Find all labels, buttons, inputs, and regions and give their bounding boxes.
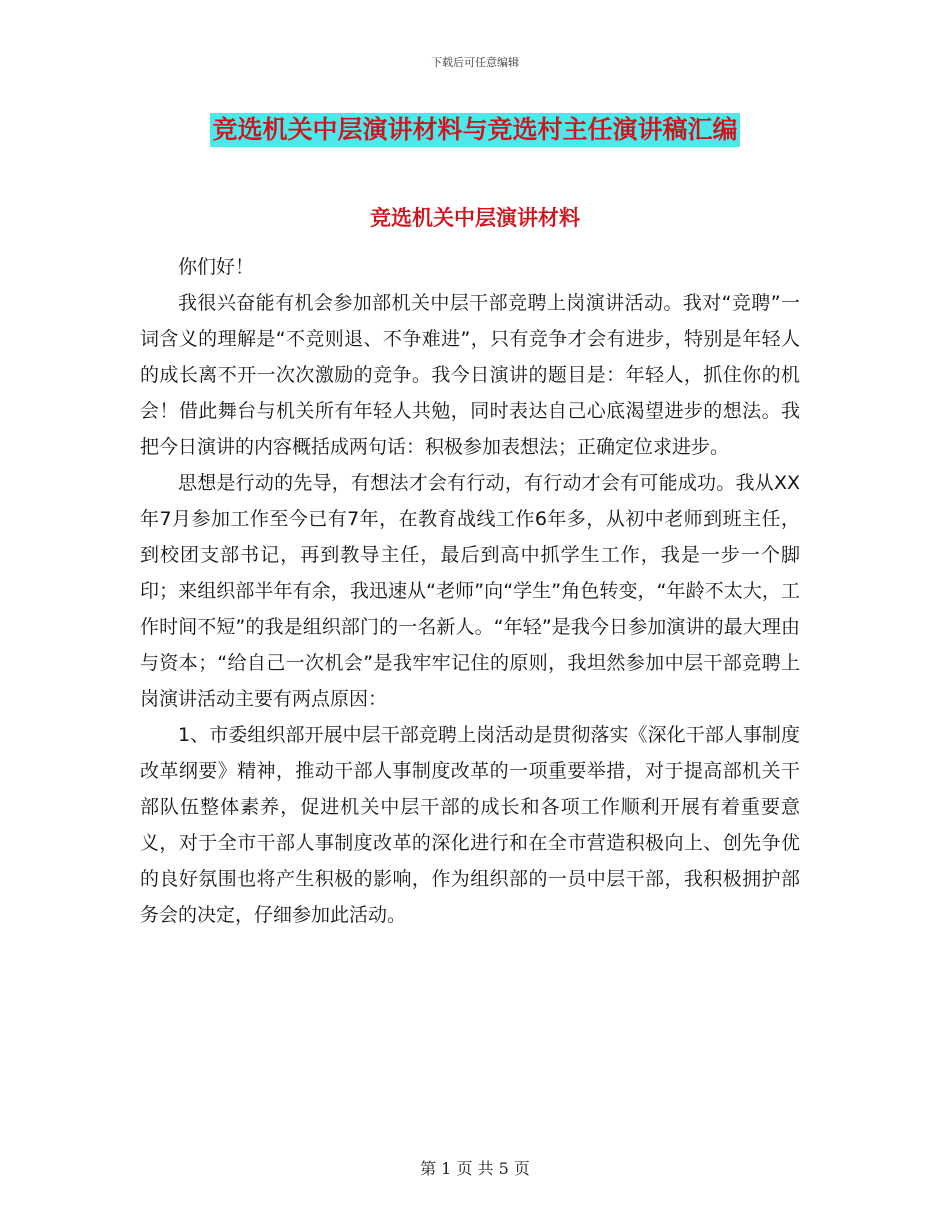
page-header-note: 下载后可任意编辑 <box>431 56 519 69</box>
document-title: 竞选机关中层演讲材料与竞选村主任演讲稿汇编 <box>210 113 739 147</box>
section-title: 竞选机关中层演讲材料 <box>370 206 580 230</box>
paragraph-background: 思想是行动的先导，有想法才会有行动，有行动才会有可能成功。我从XX年7月参加工作至今已有7年，在教育战线工作6年多，从初中老师到班主任，到校团支部书记，再到教导主任，最后到高中抓学生工作，我是一步一个脚印；来组织部半年有余，我迅速从“老师”向“学生”角色转变，“年龄不太大，工作时间不短”的我是组织部门的一名新人。“年轻”是我今日参加演讲的最大理由与资本；“给自己一次机会”是我牢牢记住的原则，我坦然参加中层干部竞聘上岗演讲活动主要有两点原因： <box>140 472 800 710</box>
paragraph-greeting: 你们好！ <box>178 256 255 278</box>
paragraph-intro: 我很兴奋能有机会参加部机关中层干部竞聘上岗演讲活动。我对“竞聘”一词含义的理解是“不竞则退、不争难进”，只有竞争才会有进步，特别是年轻人的成长离不开一次次激励的竞争。我今日演讲的题目是：年轻人，抓住你的机会！借此舞台与机关所有年轻人共勉，同时表达自己心底渴望进步的想法。我把今日演讲的内容概括成两句话：积极参加表想法；正确定位求进步。 <box>140 292 800 458</box>
paragraph-reason-one: 1、市委组织部开展中层干部竞聘上岗活动是贯彻落实《深化干部人事制度改革纲要》精神，推动干部人事制度改革的一项重要举措，对于提高部机关干部队伍整体素养，促进机关中层干部的成长和各项工作顺利开展有着重要意义，对于全市干部人事制度改革的深化进行和在全市营造积极向上、创先争优的良好氛围也将产生积极的影响，作为组织部的一员中层干部，我积极拥护部务会的决定，仔细参加此活动。 <box>140 724 800 926</box>
document-title-container <box>0 113 950 147</box>
page-number: 第 1 页 共 5 页 <box>420 1159 530 1178</box>
document-body <box>140 249 800 933</box>
